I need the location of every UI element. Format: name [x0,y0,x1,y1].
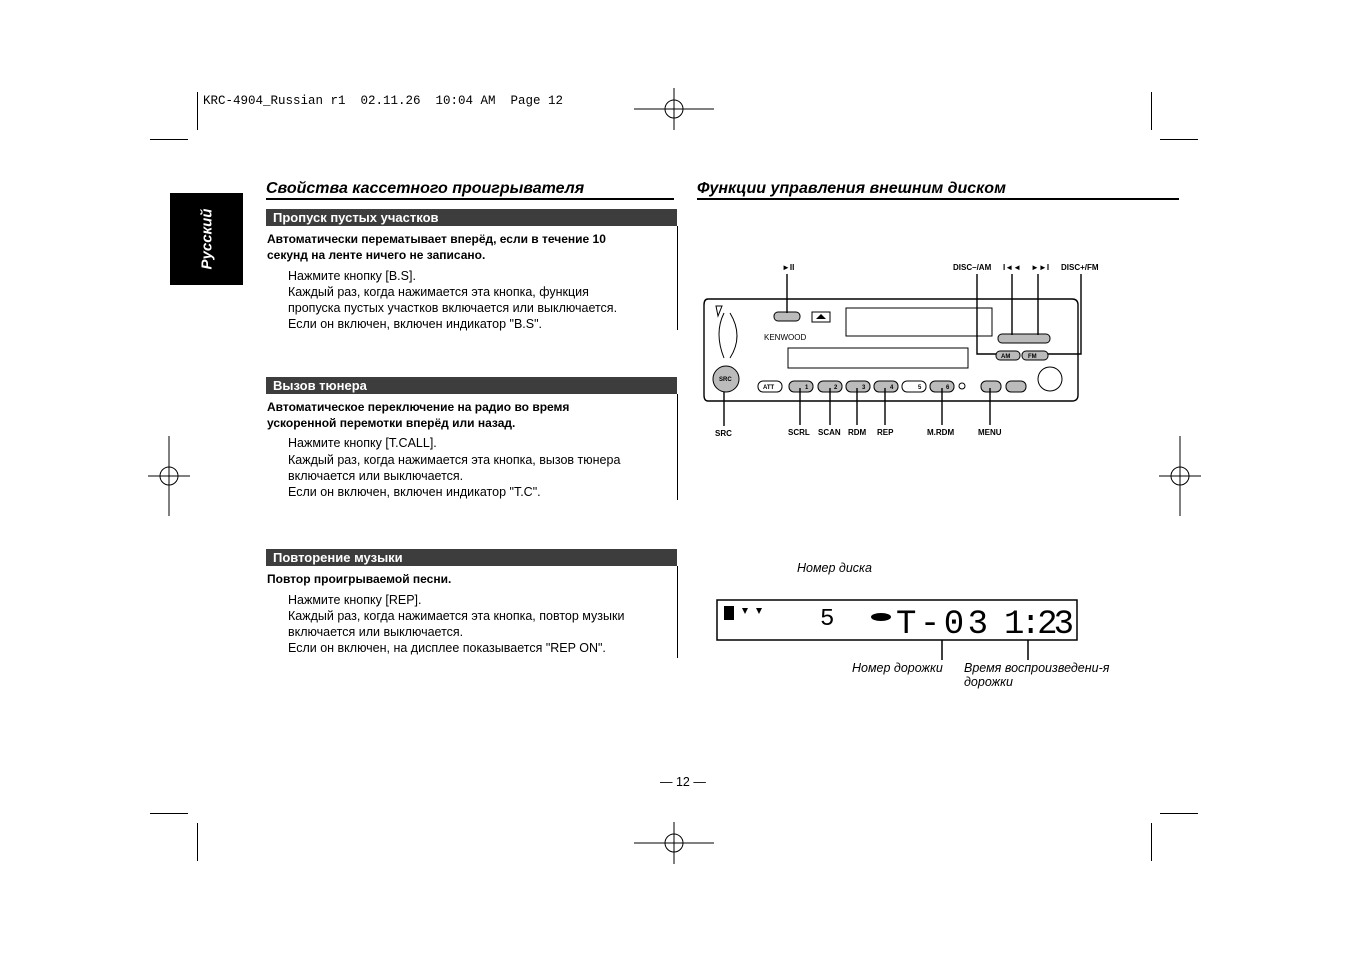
step-line: Если он включен, включен индикатор "T.C". [288,485,541,499]
registration-mark [148,436,190,516]
language-tab [170,193,243,285]
label-scan: SCAN [818,428,841,437]
svg-text:AM: AM [1001,354,1011,360]
att-button [758,381,782,392]
play-pause-button [774,312,800,321]
crop-mark [197,92,198,130]
step-line: Каждый раз, когда нажимается эта кнопка, функция [288,285,589,299]
auto-button [1006,381,1026,392]
track-number: T-03 [896,606,988,644]
svg-text:6: 6 [946,385,950,391]
section-rule [677,566,678,658]
preset-5-button [902,381,926,392]
step-line: Если он включен, включен индикатор "B.S". [288,317,543,331]
step-line: включается или выключается. [288,469,464,483]
svg-text:SRC: SRC [719,377,732,383]
crop-mark [1151,92,1152,130]
registration-mark [634,822,714,864]
step-line: Каждый раз, когда нажимается эта кнопка, повтор музыки [288,609,625,623]
step-line: Нажмите кнопку [T.CALL]. [288,436,437,450]
section-summary: Автоматическое переключение на радио во время ускоренной перемотки вперёд или назад. [267,400,570,430]
right-title-rule [697,198,1179,200]
label-next: ►►I [1031,263,1050,272]
print-header: KRC-4904_Russian r1 02.11.26 10:04 AM Page 12 [203,94,564,108]
label-menu: MENU [978,428,1002,437]
left-title-rule [266,198,674,200]
page-number: — 12 — [660,775,706,789]
step-line: Если он включен, на дисплее показывается "REP ON". [288,641,606,655]
label-rep: REP [877,428,894,437]
power-button [1038,367,1062,391]
label-src: SRC [715,429,732,438]
section-summary: Повтор проигрываемой песни. [267,572,452,586]
label-track-number: Номер дорожки [852,661,943,675]
label-prev: I◄◄ [1003,263,1022,272]
seek-button [998,334,1050,343]
preset-3-button [846,381,870,392]
step-line: Каждый раз, когда нажимается эта кнопка, вызов тюнера [288,453,621,467]
head-unit-diagram [700,258,1120,448]
label-track-time: Время воспроизведени-я [964,661,1110,675]
label-scrl: SCRL [788,428,810,437]
label-track-time-2: дорожки [964,675,1013,689]
section-heading: Пропуск пустых участков [266,209,677,226]
label-disc-plus-fm: DISC+/FM [1061,263,1099,272]
crop-mark [1160,139,1198,140]
brand-label: KENWOOD [764,333,807,342]
svg-text:ATT: ATT [763,385,775,391]
label-disc-number: Номер диска [797,561,872,575]
crop-mark [150,139,188,140]
step-line: Нажмите кнопку [B.S]. [288,269,416,283]
step-line: Нажмите кнопку [REP]. [288,593,422,607]
step-line: включается или выключается. [288,625,464,639]
svg-text:3: 3 [862,385,866,391]
crop-mark [1151,823,1152,861]
fm-button [1022,351,1048,360]
label-rdm: RDM [848,428,867,437]
crop-mark [150,813,188,814]
crop-mark [1160,813,1198,814]
language-label: Русский [198,208,215,270]
disc-number: 5 [820,606,835,633]
preset-4-button [874,381,898,392]
section-summary: Автоматически перематывает вперёд, если в течение 10 секунд на ленте ничего не записано. [267,232,606,262]
registration-mark [1159,436,1201,516]
label-mrdm: M.RDM [927,428,955,437]
registration-mark [634,88,714,130]
menu-button [981,381,1001,392]
svg-text:4: 4 [890,385,894,391]
right-title: Функции управления внешним диском [697,180,1006,197]
svg-text:1: 1 [805,385,809,391]
play-time: 1:23 [1004,606,1074,644]
svg-text:5: 5 [918,385,922,391]
crop-mark [197,823,198,861]
am-button [996,351,1020,360]
section-heading: Повторение музыки [266,549,677,566]
label-disc-minus-am: DISC–/AM [953,263,992,272]
disc-icon [871,613,891,621]
section-rule [677,226,678,330]
svg-text:2: 2 [834,385,838,391]
svg-text:FM: FM [1028,354,1037,360]
label-play-pause: ►II [782,263,795,272]
section-rule [677,394,678,500]
preset-1-button [789,381,813,392]
section-heading: Вызов тюнера [266,377,677,394]
step-line: пропуска пустых участков включается или выключается. [288,301,618,315]
left-title: Свойства кассетного проигрывателя [266,180,585,197]
